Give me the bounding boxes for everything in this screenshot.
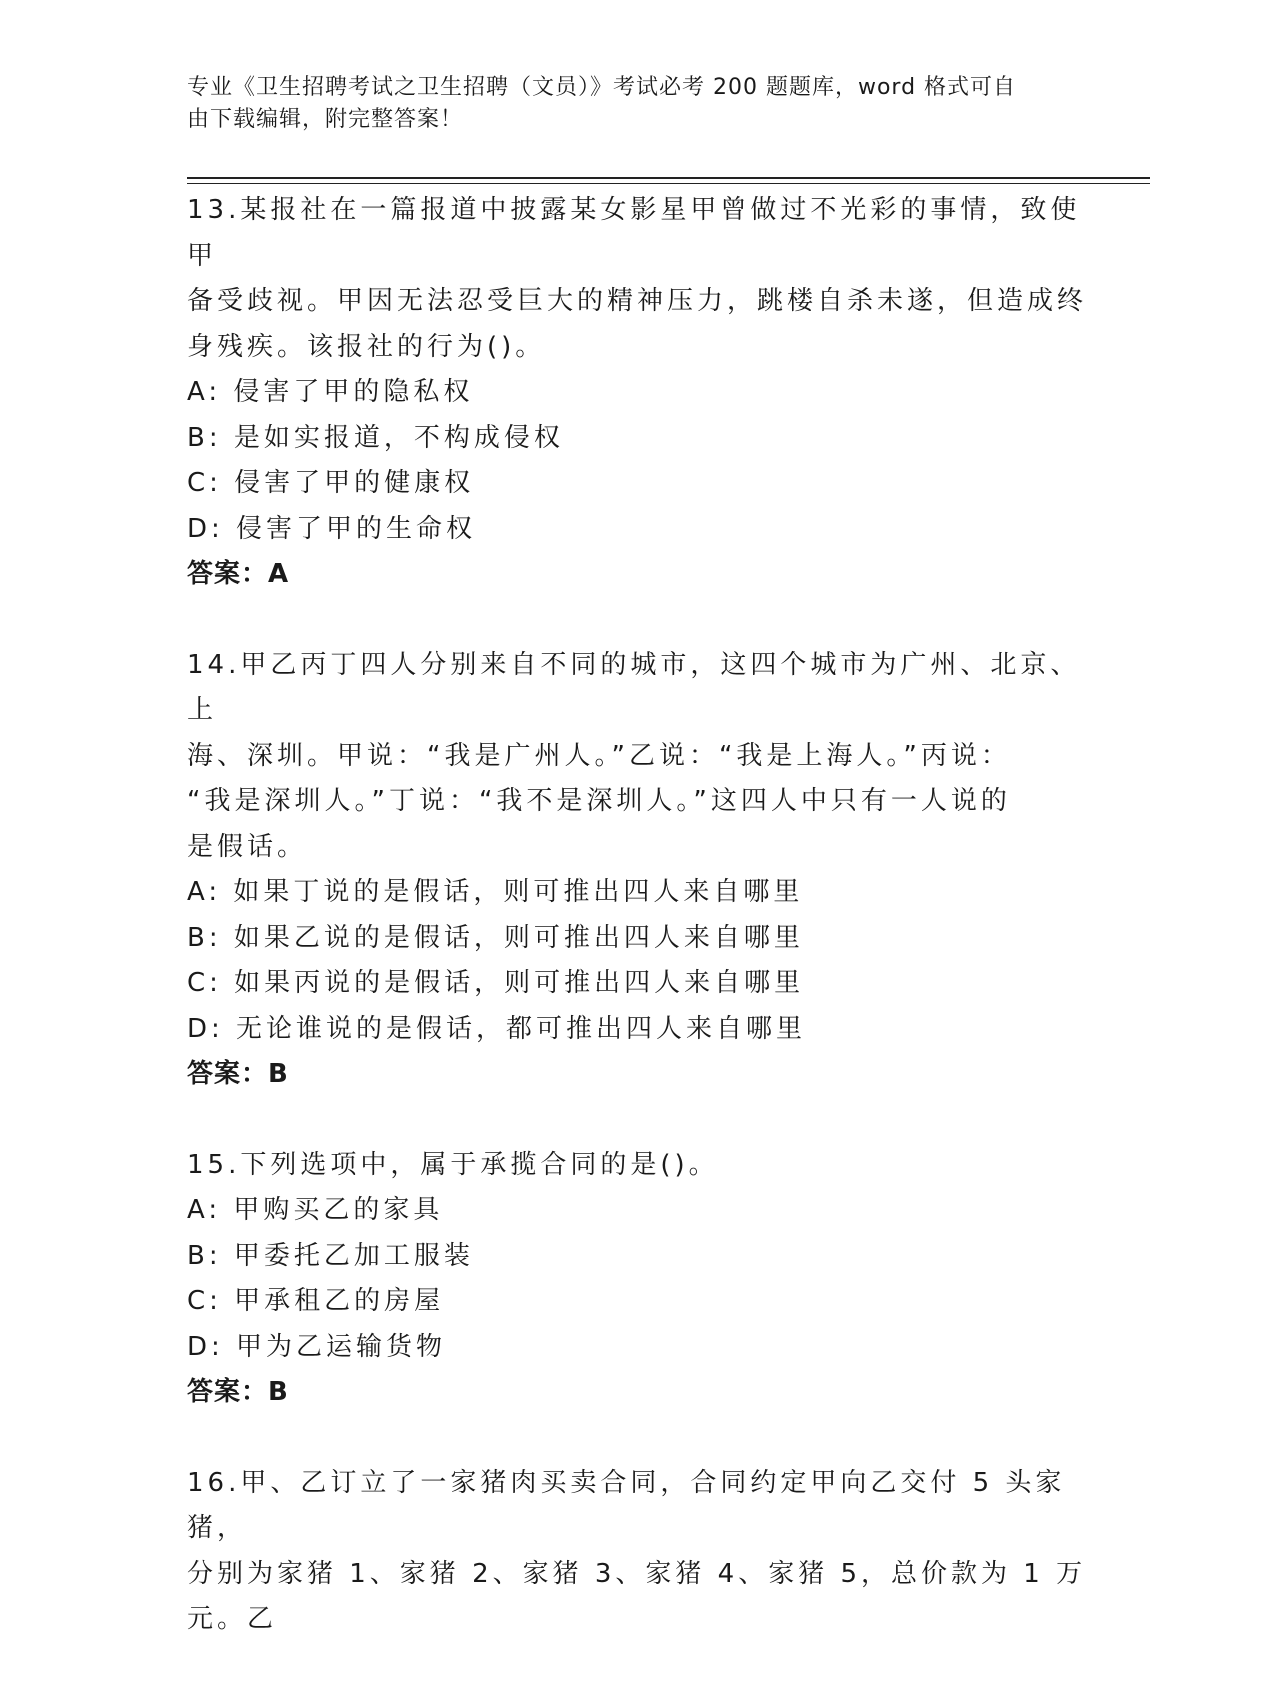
header-divider-thick — [187, 177, 1150, 179]
option-a: A: 侵害了甲的隐私权 — [187, 377, 474, 407]
question-stem-line: 14.甲乙丙丁四人分别来自不同的城市，这四个城市为广州、北京、上 — [187, 649, 1081, 725]
option-c: C: 甲承租乙的房屋 — [187, 1286, 445, 1316]
question-13 — [187, 188, 1087, 598]
answer-label: 答案：B — [187, 1059, 289, 1089]
question-stem-line: 15.下列选项中，属于承揽合同的是()。 — [187, 1149, 719, 1180]
question-list — [187, 188, 1087, 1688]
option-a: A: 如果丁说的是假话，则可推出四人来自哪里 — [187, 877, 804, 907]
question-stem-line: 分别为家猪 1、家猪 2、家猪 3、家猪 4、家猪 5，总价款为 1 万元。乙 — [187, 1558, 1087, 1634]
option-d: D: 侵害了甲的生命权 — [187, 513, 477, 544]
answer-label: 答案：B — [187, 1377, 289, 1407]
header-line-1: 专业《卫生招聘考试之卫生招聘（文员）》考试必考 200 题题库，word 格式可自 — [187, 75, 1017, 100]
option-b: B: 是如实报道，不构成侵权 — [187, 422, 564, 453]
option-b: B: 如果乙说的是假话，则可推出四人来自哪里 — [187, 922, 804, 953]
option-d: D: 甲为乙运输货物 — [187, 1331, 447, 1362]
header-divider-thin — [187, 183, 1150, 184]
header-line-2: 由下载编辑，附完整答案！ — [187, 107, 464, 132]
question-stem-line: 海、深圳。甲说：“我是广州人。”乙说：“我是上海人。”丙说： — [187, 740, 1011, 771]
question-stem-line: 16.甲、乙订立了一家猪肉买卖合同，合同约定甲向乙交付 5 头家猪， — [187, 1467, 1066, 1543]
question-16 — [187, 1461, 1087, 1643]
question-14 — [187, 643, 1087, 1098]
option-c: C: 侵害了甲的健康权 — [187, 468, 475, 498]
question-stem-line: 身残疾。该报社的行为()。 — [187, 331, 546, 362]
question-stem-line: 备受歧视。甲因无法忍受巨大的精神压力，跳楼自杀未遂，但造成终 — [187, 286, 1088, 316]
question-stem-line: “我是深圳人。”丁说：“我不是深圳人。”这四人中只有一人说的 — [187, 786, 1011, 816]
question-15 — [187, 1143, 1087, 1416]
question-stem-line: 是假话。 — [187, 831, 308, 862]
option-b: B: 甲委托乙加工服装 — [187, 1240, 474, 1271]
option-d: D: 无论谁说的是假话，都可推出四人来自哪里 — [187, 1013, 807, 1044]
option-a: A: 甲购买乙的家具 — [187, 1195, 444, 1225]
question-stem-line: 13.某报社在一篇报道中披露某女影星甲曾做过不光彩的事情，致使甲 — [187, 195, 1081, 271]
answer-label: 答案：A — [187, 559, 290, 589]
option-c: C: 如果丙说的是假话，则可推出四人来自哪里 — [187, 968, 805, 998]
document-header — [187, 72, 1067, 136]
